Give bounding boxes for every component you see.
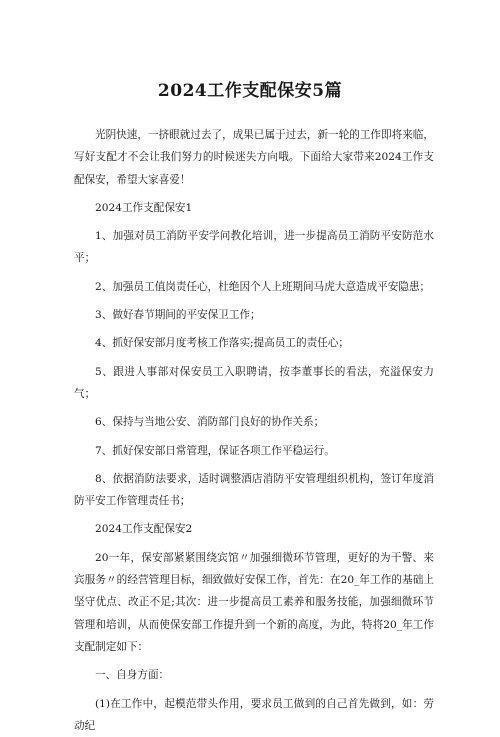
- list-item: 4、抓好保安部月度考核工作落实;提高员工的责任心；: [95, 337, 349, 350]
- subsection-heading: 一、自身方面：: [95, 669, 170, 682]
- list-item: 6、保持与当地公安、消防部门良好的协作关系；: [95, 416, 325, 429]
- intro-paragraph: 光阴快速，一挤眼就过去了，成果已属于过去，新一轮的工作即将来临，写好支配才不会让我们努力的时候迷失方向哦。下面给大家带来2024工作支配保安，希望大家喜爱！: [74, 129, 434, 186]
- section-heading-1: 2024工作支配保安1: [95, 201, 193, 214]
- document-body: [74, 124, 434, 737]
- body-paragraph: (1)在工作中，起模范带头作用，要求员工做到的自己首先做到，如：劳动纪: [74, 697, 434, 732]
- list-item: 5、跟进人事部对保安员工入职聘请，按李董事长的看法，充溢保安力气；: [74, 365, 434, 400]
- body-paragraph: 20一年，保安部紧紧围绕宾馆〃加强细微环节管理，更好的为干警、来宾服务〃的经营管理目标，细致做好安保工作，首先：在20_年工作的基础上坚守优点、改正不足;其次：进一步提高员工素养和服务技能，加强细微环节管理和培训，从而使保安部工作提升到一个新的高度，为此，特将20_年工作支配制定如下：: [74, 551, 434, 653]
- list-item: 2、加强员工值岗责任心，杜绝因个人上班期间马虎大意造成平安隐患；: [95, 280, 431, 293]
- list-item: 1、加强对员工消防平安学问教化培训，进一步提高员工消防平安防范水平；: [74, 230, 434, 265]
- list-item: 7、抓好保安部日常管理，保证各项工作平稳运行。: [95, 444, 335, 457]
- page-title: 2024工作支配保安5篇: [157, 81, 343, 101]
- section-heading-2: 2024工作支配保安2: [95, 523, 193, 536]
- list-item: 3、做好春节期间的平安保卫工作；: [95, 309, 261, 322]
- list-item: 8、依据消防法要求，适时调整酒店消防平安管理组织机构，签订年度消防平安工作管理责任书；: [74, 472, 434, 508]
